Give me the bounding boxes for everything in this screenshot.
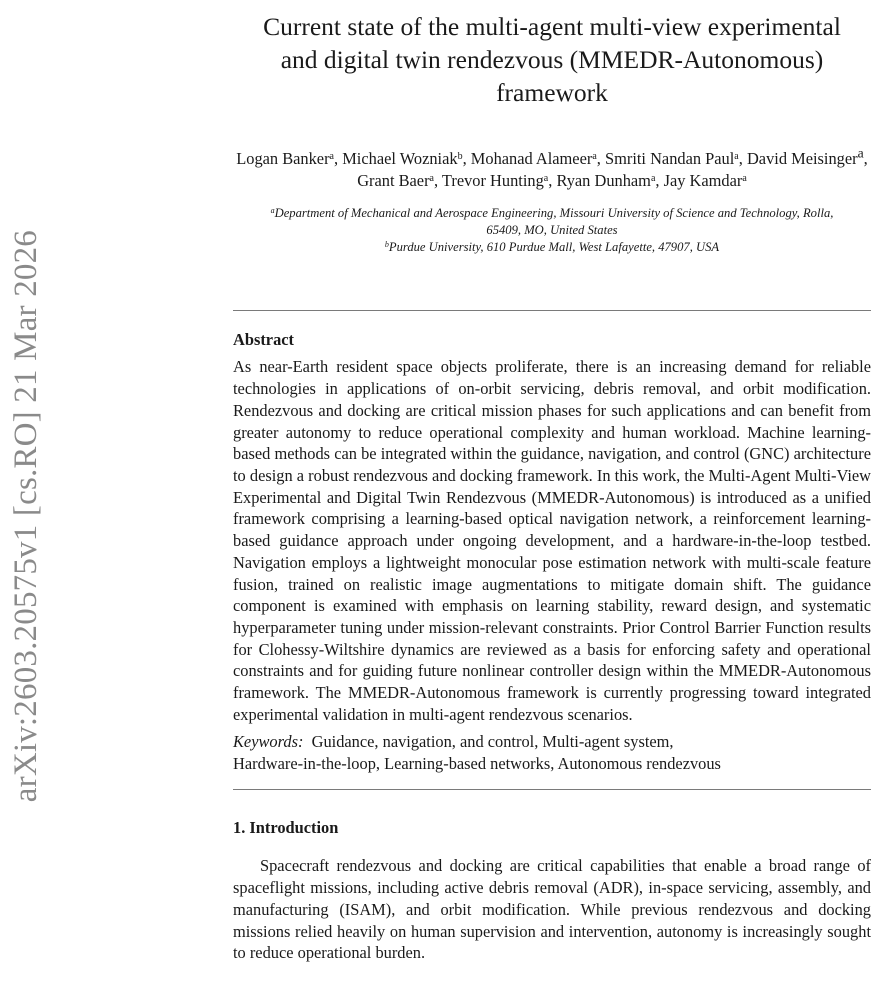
abstract-heading: Abstract xyxy=(233,330,294,350)
affiliation-a: $^a$Department of Mechanical and Aerospace Engineering, Missouri University of Science and Technology, Rolla, 65409, MO, United States xyxy=(270,206,834,238)
divider xyxy=(233,310,871,311)
introduction-heading: 1. Introduction xyxy=(233,818,339,838)
affiliation-list xyxy=(233,205,871,256)
affiliation-b: $^b$Purdue University, 610 Purdue Mall, West Lafayette, 47907, USA xyxy=(384,240,720,255)
author: Trevor Hunting$^a$, xyxy=(441,171,553,191)
keywords-line: Keywords: Guidance, navigation, and control, Multi-agent system, xyxy=(233,732,674,752)
author: Smriti Nandan Paul$^a$, xyxy=(605,149,743,169)
introduction-body: Spacecraft rendezvous and docking are critical capabilities that enable a broad range of spaceflight missions, including active debris removal (ADR), in-space servicing, assembly, and manufacturing (ISAM), and orbit modification. While previous rendezvous and docking missions relied heavily on human supervision and intervention, autonomy is increasingly sought to reduce operational burden. xyxy=(233,856,871,963)
divider xyxy=(233,789,871,790)
author: Grant Baer$^a$, xyxy=(357,171,439,191)
author: David Meisinger$^a$, xyxy=(746,146,868,169)
author: Jay Kamdar$^a$ xyxy=(663,171,747,191)
abstract-body: As near-Earth resident space objects proliferate, there is an increasing demand for reliable technologies in applications of on-orbit servicing, debris removal, and orbit modification. Rendezvous and docking are critical mission phases for such applications and can benefit from greater autonomy to reduce operational complexity and human workload. Machine learning-based methods can be integrated within the guidance, navigation, and control (GNC) architecture to design a robust rendezvous and docking framework. In this work, the Multi-Agent Multi-View Experimental and Digital Twin Rendezvous (MMEDR-Autonomous) is introduced as a unified framework comprising a learning-based optical navigation network, a reinforcement learning-based guidance approach under ongoing development, and a hardware-in-the-loop testbed. Navigation employs a lightweight monocular pose estimation network with multi-scale feature fusion, trained on realistic image augmentations to mitigate domain shift. The guidance component is examined with emphasis on learning stability, reward design, and systematic hyperparameter tuning under mission-relevant constraints. Prior Control Barrier Function results for Clohessy-Wiltshire dynamics are reviewed as a basis for enforcing safety and operational constraints and for guiding future nonlinear controller design within the MMEDR-Autonomous framework. The MMEDR-Autonomous framework is currently progressing toward integrated experimental validation in multi-agent rendezvous scenarios. xyxy=(233,357,871,724)
arxiv-identifier-text: arXiv:2603.20575v1 [cs.RO] 21 Mar 2026 xyxy=(7,229,44,803)
arxiv-identifier-stamp xyxy=(2,188,50,844)
keywords-label: Keywords: xyxy=(233,732,304,752)
author: Michael Wozniak$^b$, xyxy=(342,149,467,169)
author: Mohanad Alameer$^a$, xyxy=(470,149,601,169)
author-list xyxy=(233,143,871,192)
title-line: Current state of the multi-agent multi-view experimental xyxy=(263,12,841,41)
author: Logan Banker$^a$, xyxy=(236,149,339,169)
keywords-line: Hardware-in-the-loop, Learning-based networks, Autonomous rendezvous xyxy=(233,753,721,773)
paper-title xyxy=(233,10,871,109)
paper-page xyxy=(233,0,871,964)
title-line: and digital twin rendezvous (MMEDR-Autonomous) xyxy=(280,45,824,74)
title-line: framework xyxy=(496,78,608,107)
author: Ryan Dunham$^a$, xyxy=(556,171,660,191)
keywords xyxy=(233,731,871,774)
